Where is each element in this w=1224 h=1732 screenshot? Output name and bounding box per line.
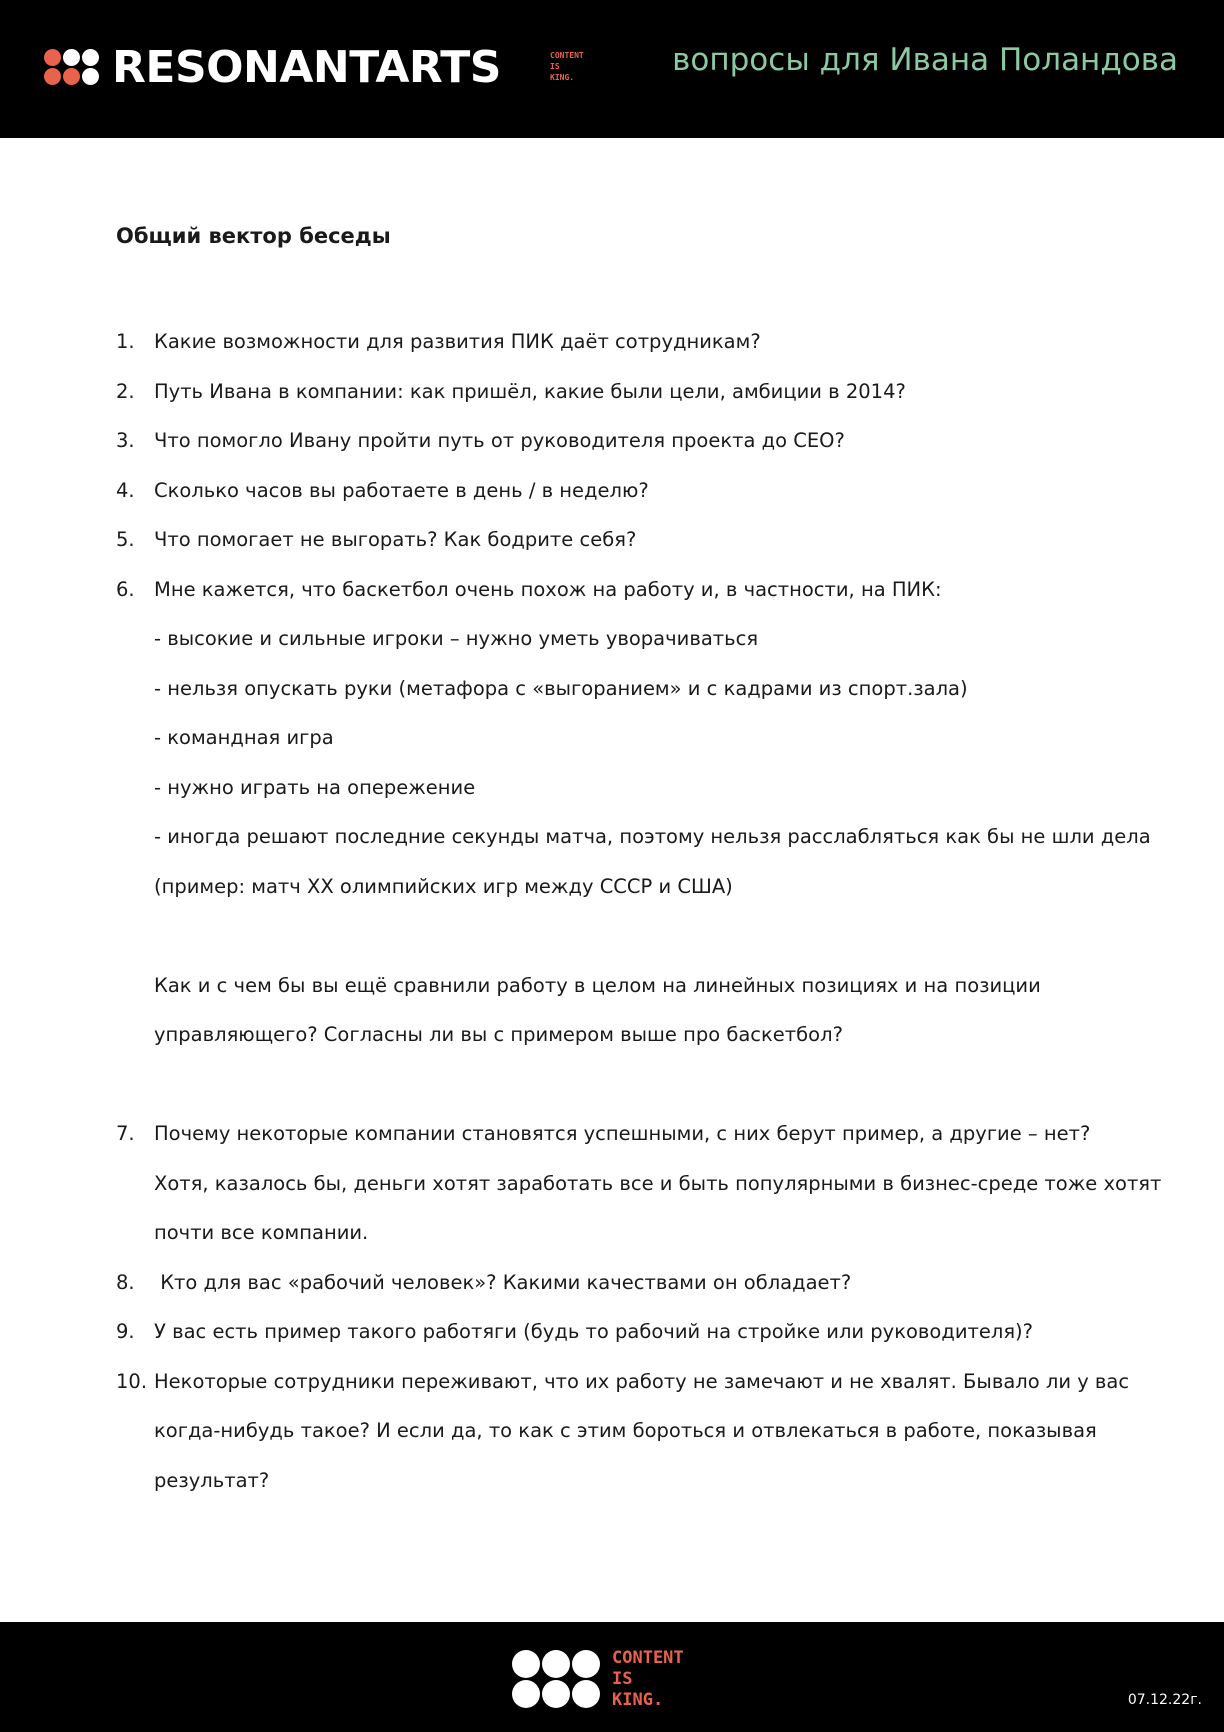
question-line xyxy=(116,713,1116,763)
question-text: когда-нибудь такое? И если да, то как с этим бороться и отвлекаться в работе, показывая xyxy=(154,1419,1097,1442)
question-item xyxy=(116,515,1116,565)
question-line xyxy=(116,911,1116,961)
question-line xyxy=(116,1010,1116,1060)
question-line xyxy=(116,763,1116,813)
question-text: Путь Ивана в компании: как пришёл, какие были цели, амбиции в 2014? xyxy=(154,379,906,403)
question-line xyxy=(116,812,1151,862)
question-text: - нельзя опускать руки (метафора с «выгоранием» и с кадрами из спорт.зала) xyxy=(154,676,968,700)
question-text: Хотя, казалось бы, деньги хотят заработать все и быть популярными в бизнес-среде тоже хотят xyxy=(154,1171,1162,1195)
question-text: - командная игра xyxy=(154,726,334,749)
document-date: 07.12.22г. xyxy=(1127,1692,1202,1708)
question-number: 7. xyxy=(116,1122,135,1145)
question-item xyxy=(116,565,1116,615)
question-text: Что помогло Ивану пройти путь от руководителя проекта до СЕО? xyxy=(154,429,845,452)
logo-wordmark: RESONANTARTS xyxy=(112,42,501,93)
question-number: 2. xyxy=(116,379,135,403)
question-line xyxy=(116,1208,1116,1258)
question-text: - высокие и сильные игроки – нужно уметь уворачиваться xyxy=(154,627,759,650)
question-line xyxy=(116,961,1116,1011)
question-text: Что помогает не выгорать? Как бодрите себя? xyxy=(154,528,637,551)
question-line xyxy=(116,664,1116,714)
question-item xyxy=(116,466,1116,516)
question-item xyxy=(116,1357,1130,1407)
question-text: управляющего? Согласны ли вы с примером выше про баскетбол? xyxy=(154,1023,843,1046)
question-text: Кто для вас «рабочий человек»? Какими качествами он обладает? xyxy=(154,1270,852,1294)
question-line xyxy=(116,614,1116,664)
document-title: вопросы для Ивана Поландова xyxy=(672,42,1178,78)
question-text: результат? xyxy=(154,1468,270,1492)
logo-dots-icon xyxy=(44,49,100,87)
question-text: почти все компании. xyxy=(154,1221,369,1244)
question-text: Какие возможности для развития ПИК даёт сотрудникам? xyxy=(154,330,761,353)
question-number: 10. xyxy=(116,1369,148,1393)
question-text: Некоторые сотрудники переживают, что их работу не замечают и не хвалят. Бывало ли у вас xyxy=(154,1369,1130,1393)
footer-tagline: CONTENT IS KING. xyxy=(612,1648,684,1710)
question-list xyxy=(116,317,1162,1505)
question-line xyxy=(116,1406,1116,1456)
question-text: У вас есть пример такого работяги (будь то рабочий на стройке или руководителя)? xyxy=(154,1320,1034,1343)
question-item xyxy=(116,1307,1116,1357)
question-item xyxy=(116,416,1116,466)
header-bar xyxy=(0,0,1224,138)
logo-tagline: CONTENT IS KING. xyxy=(550,51,584,82)
question-line xyxy=(116,1060,1116,1110)
question-text: Почему некоторые компании становятся успешными, с них берут пример, а другие – нет? xyxy=(154,1122,1091,1145)
question-text: Мне кажется, что баскетбол очень похож на работу и, в частности, на ПИК: xyxy=(154,577,942,601)
question-text: Сколько часов вы работаете в день / в неделю? xyxy=(154,478,649,502)
footer-logo xyxy=(512,1650,712,1712)
section-heading: Общий вектор беседы xyxy=(116,224,391,248)
question-number: 1. xyxy=(116,330,135,353)
question-number: 3. xyxy=(116,429,135,452)
question-line xyxy=(116,1159,1162,1209)
question-item xyxy=(116,367,1116,417)
question-number: 8. xyxy=(116,1270,135,1294)
question-item xyxy=(116,1109,1116,1159)
question-text: - нужно играть на опережение xyxy=(154,775,476,799)
question-item xyxy=(116,1258,1116,1308)
question-number: 5. xyxy=(116,528,135,551)
footer-bar xyxy=(0,1622,1224,1732)
question-text: (пример: матч XX олимпийских игр между СССР и США) xyxy=(154,874,733,898)
question-number: 9. xyxy=(116,1320,135,1343)
question-text: Как и с чем бы вы ещё сравнили работу в целом на линейных позициях и на позиции xyxy=(154,973,1041,997)
question-number: 6. xyxy=(116,577,135,601)
question-text: - иногда решают последние секунды матча, поэтому нельзя расслабляться как бы не шли дела xyxy=(154,825,1151,848)
question-number: 4. xyxy=(116,478,135,502)
question-line xyxy=(116,862,1116,912)
question-item xyxy=(116,317,1116,367)
question-line xyxy=(116,1456,1116,1506)
